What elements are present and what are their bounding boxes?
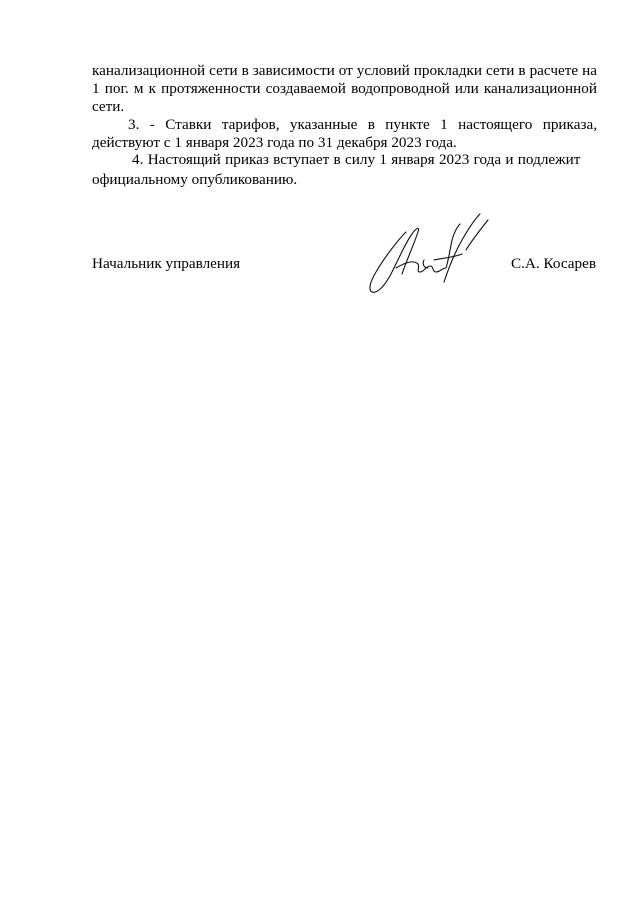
signer-name: С.А. Косарев [510,255,596,272]
paragraph-item-4-line-2: официальному опубликованию. [92,171,298,188]
handwritten-signature-icon [362,210,512,300]
signer-position: Начальник управления [92,255,241,272]
paragraph-item-4-line-1: 4. Настоящий приказ вступает в силу 1 января 2023 года и подлежит [132,151,581,168]
paragraph-item-3: 3. - Ставки тарифов, указанные в пункте 1 настоящего приказа, действуют с 1 января 2023 года по 31 декабря 2023 года. [92,116,597,151]
paragraph-item-4 [92,151,597,189]
paragraph-continuation: канализационной сети в зависимости от условий прокладки сети в расчете на 1 пог. м к протяженности создаваемой водопроводной или канализационной сети. [92,62,597,115]
